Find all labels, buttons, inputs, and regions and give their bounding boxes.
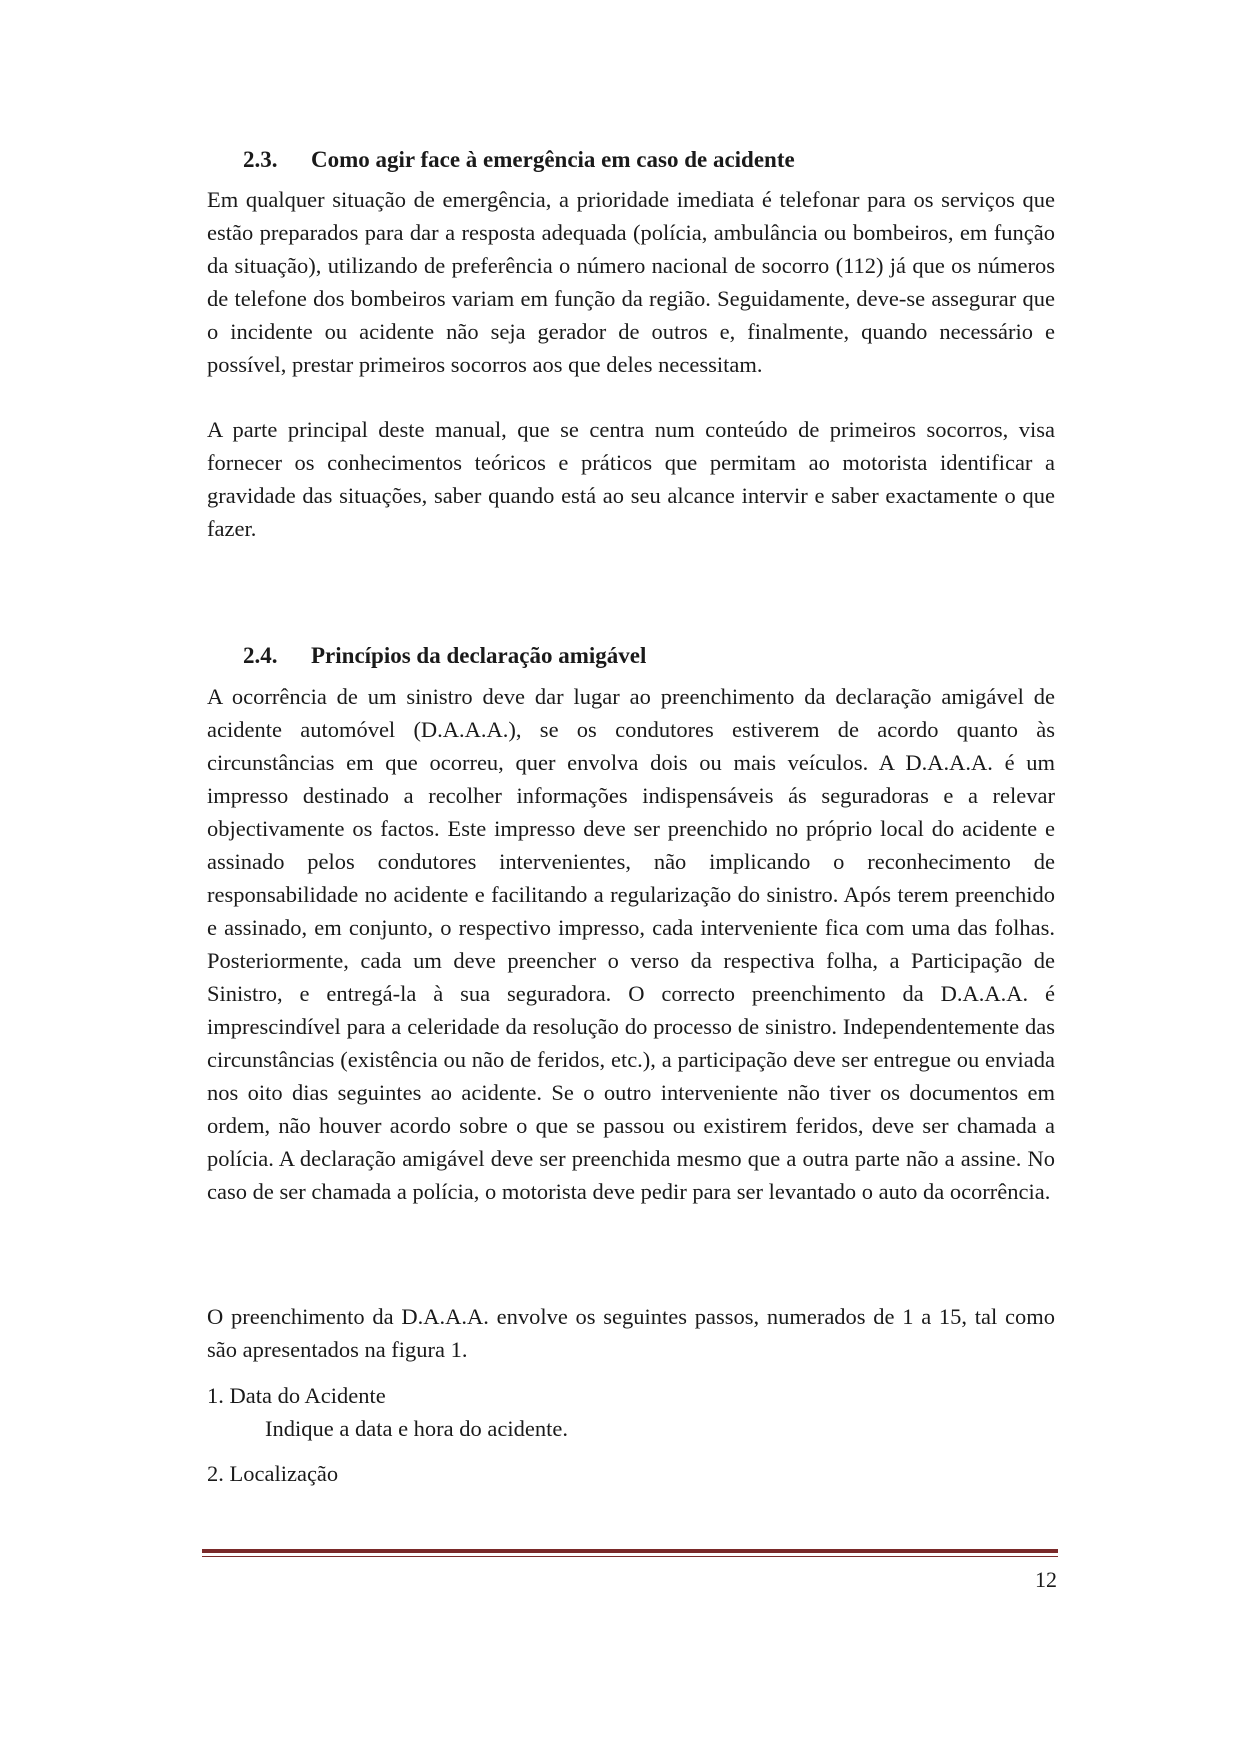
section-heading-2-4	[243, 641, 646, 671]
section-number: 2.3.	[243, 147, 278, 172]
footer-rule-thin	[202, 1556, 1058, 1557]
paragraph: Em qualquer situação de emergência, a prioridade imediata é telefonar para os serviços que estão preparados para dar a resposta adequada (polícia, ambulância ou bombeiros, em função da situação), utilizando de preferência o número nacional de socorro (112) já que os números de telefone dos bombeiros variam em função da região. Seguidamente, deve-se assegurar que o incidente ou acidente não seja gerador de outros e, finalmente, quando necessário e possível, prestar primeiros socorros aos que deles necessitam.	[207, 187, 1055, 377]
footer-rule	[202, 1549, 1058, 1553]
list-item-description: Indique a data e hora do acidente.	[265, 1416, 568, 1441]
paragraph: A parte principal deste manual, que se centra num conteúdo de primeiros socorros, visa fornecer os conhecimentos teóricos e práticos que permitam ao motorista identificar a gravidade das situações, saber quando está ao seu alcance intervir e saber exactamente o que fazer.	[207, 417, 1055, 541]
paragraph: A ocorrência de um sinistro deve dar lugar ao preenchimento da declaração amigável de acidente automóvel (D.A.A.A.), se os condutores estiverem de acordo quanto às circunstâncias em que ocorreu, quer envolva dois ou mais veículos. A D.A.A.A. é um impresso destinado a recolher informações indispensáveis ás seguradoras e a relevar objectivamente os factos. Este impresso deve ser preenchido no próprio local do acidente e assinado pelos condutores intervenientes, não implicando o reconhecimento de responsabilidade no acidente e facilitando a regularização do sinistro. Após terem preenchido e assinado, em conjunto, o respectivo impresso, cada interveniente fica com uma das folhas. Posteriormente, cada um deve preencher o verso da respectiva folha, a Participação de Sinistro, e entregá-la à sua seguradora. O correcto preenchimento da D.A.A.A. é imprescindível para a celeridade da resolução do processo de sinistro. Independentemente das circunstâncias (existência ou não de feridos, etc.), a participação deve ser entregue ou enviada nos oito dias seguintes ao acidente. Se o outro interveniente não tiver os documentos em ordem, não houver acordo sobre o que se passou ou existirem feridos, deve ser chamada a polícia. A declaração amigável deve ser preenchida mesmo que a outra parte não a assine. No caso de ser chamada a polícia, o motorista deve pedir para ser levantado o auto da ocorrência.	[207, 684, 1055, 1204]
section-title: Como agir face à emergência em caso de acidente	[311, 147, 795, 172]
page-number: 12	[1035, 1567, 1057, 1592]
list-item-title: 2. Localização	[207, 1461, 339, 1486]
paragraph: O preenchimento da D.A.A.A. envolve os seguintes passos, numerados de 1 a 15, tal como são apresentados na figura 1.	[207, 1304, 1055, 1362]
section-heading-2-3	[243, 145, 795, 175]
section-number: 2.4.	[243, 643, 278, 668]
list-item-title: 1. Data do Acidente	[207, 1383, 386, 1408]
section-title: Princípios da declaração amigável	[311, 643, 647, 668]
